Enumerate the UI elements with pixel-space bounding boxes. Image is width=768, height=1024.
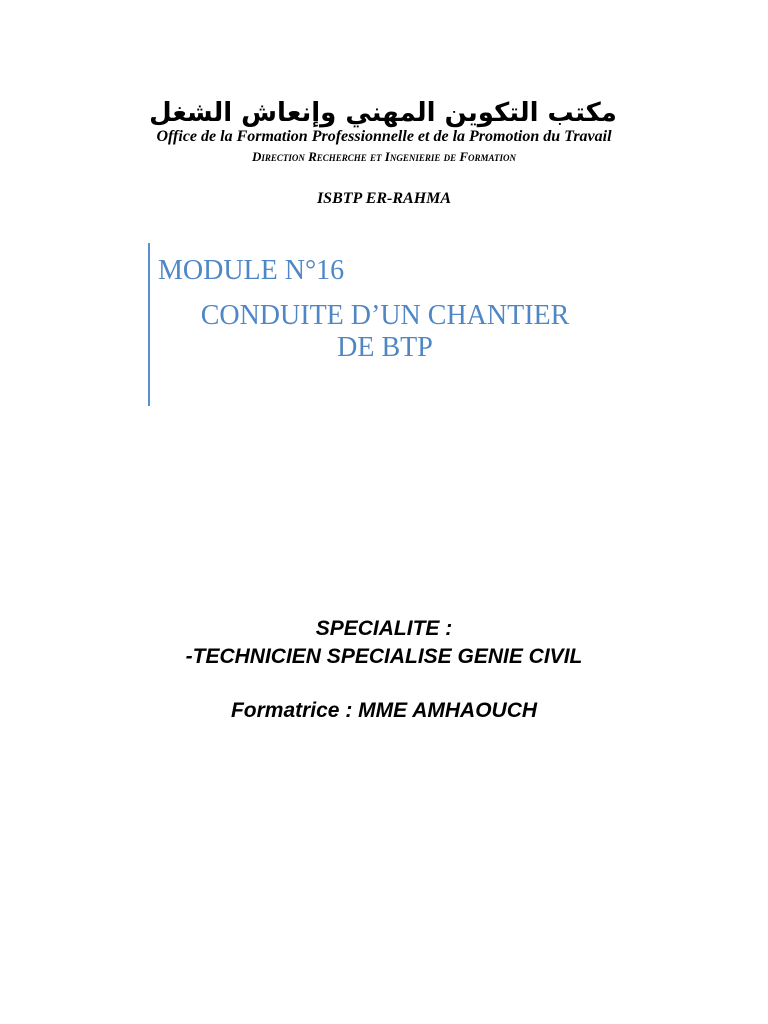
module-title-line-1: CONDUITE D’UN CHANTIER xyxy=(200,300,570,331)
institute-name: ISBTP ER-RAHMA xyxy=(316,190,452,207)
specialty-block xyxy=(0,615,768,671)
office-name: Office de la Formation Professionnelle et de la Promotion du Travail xyxy=(156,128,612,145)
module-title-line-2: DE BTP xyxy=(337,332,433,363)
trainer-name: Formatrice : MME AMHAOUCH xyxy=(230,699,538,722)
direction-name: Direction Recherche et Ingenierie de Formation xyxy=(251,149,517,164)
module-number: MODULE N°16 xyxy=(158,255,345,286)
module-title xyxy=(150,300,620,364)
specialty-label: SPECIALITE : xyxy=(315,617,453,640)
specialty-value: -TECHNICIEN SPECIALISE GENIE CIVIL xyxy=(185,645,583,668)
arabic-institution-logo: مكتب التكوين المهني وإنعاش الشغل xyxy=(149,98,617,128)
